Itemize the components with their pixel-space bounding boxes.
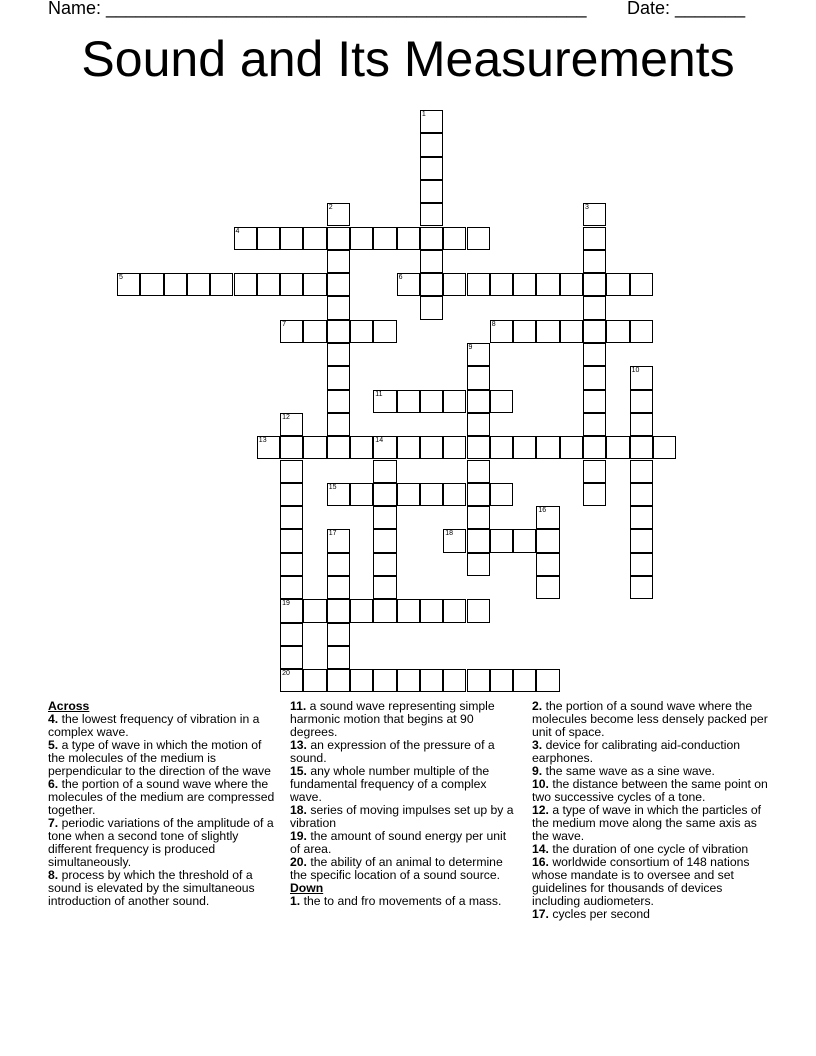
crossword-cell[interactable] — [257, 227, 280, 250]
crossword-cell[interactable] — [606, 436, 629, 459]
clues-column-3 — [532, 700, 768, 921]
crossword-cell[interactable] — [536, 436, 559, 459]
crossword-cell[interactable] — [630, 529, 653, 552]
crossword-cell[interactable] — [303, 599, 326, 622]
crossword-cell[interactable] — [280, 623, 303, 646]
cell-number: 10 — [631, 367, 640, 375]
crossword-cell[interactable] — [583, 343, 606, 366]
crossword-cell[interactable] — [327, 296, 350, 319]
across-heading: Across — [48, 699, 90, 713]
crossword-cell[interactable] — [327, 529, 350, 552]
crossword-cell[interactable] — [630, 576, 653, 599]
clue-down-17: 17. cycles per second — [532, 907, 650, 921]
clue-across-8: 8. process by which the threshold of a sound is elevated by the simultaneous introduction of another sound. — [48, 868, 255, 908]
crossword-cell[interactable] — [630, 483, 653, 506]
crossword-cell[interactable] — [583, 273, 606, 296]
crossword-cell[interactable] — [583, 413, 606, 436]
crossword-cell[interactable] — [583, 250, 606, 273]
crossword-cell[interactable] — [397, 436, 420, 459]
clue-across-15: 15. any whole number multiple of the fundamental frequency of a complex wave. — [290, 764, 490, 804]
crossword-cell[interactable] — [513, 273, 536, 296]
clue-down-9: 9. the same wave as a sine wave. — [532, 764, 715, 778]
clue-across-6: 6. the portion of a sound wave where the molecules of the medium are compressed together. — [48, 777, 275, 817]
date-field[interactable]: Date: _______ — [627, 0, 746, 18]
crossword-cell[interactable] — [490, 273, 513, 296]
crossword-cell[interactable] — [373, 506, 396, 529]
crossword-cell[interactable] — [583, 203, 606, 226]
crossword-cell[interactable] — [373, 460, 396, 483]
crossword-cell[interactable] — [490, 390, 513, 413]
crossword-cell[interactable] — [583, 460, 606, 483]
crossword-cell[interactable] — [467, 413, 490, 436]
crossword-cell[interactable] — [350, 227, 373, 250]
crossword-cell[interactable] — [303, 669, 326, 692]
cell-number: 4 — [235, 227, 240, 235]
cell-number: 18 — [445, 530, 453, 538]
crossword-cell[interactable] — [373, 576, 396, 599]
clue-down-1: 1. the to and fro movements of a mass. — [290, 894, 502, 908]
crossword-cell[interactable] — [373, 483, 396, 506]
crossword-cell[interactable] — [280, 646, 303, 669]
crossword-cell[interactable] — [467, 343, 490, 366]
crossword-cell[interactable] — [536, 576, 559, 599]
crossword-cell[interactable] — [280, 460, 303, 483]
crossword-cell[interactable] — [280, 529, 303, 552]
page-title: Sound and Its Measurements — [81, 31, 735, 87]
crossword-cell[interactable] — [630, 553, 653, 576]
cell-number: 11 — [375, 390, 383, 398]
cell-number: 20 — [282, 670, 290, 678]
clues-column-2 — [290, 700, 515, 908]
crossword-cell[interactable] — [327, 623, 350, 646]
crossword-cell[interactable] — [327, 669, 350, 692]
crossword-cell[interactable] — [327, 646, 350, 669]
crossword-cell[interactable] — [397, 599, 420, 622]
crossword-cell[interactable] — [443, 599, 466, 622]
crossword-cell[interactable] — [490, 529, 513, 552]
clue-across-20: 20. the ability of an animal to determine the specific location of a sound source. — [290, 855, 503, 882]
clue-down-3: 3. device for calibrating aid-conduction earphones. — [532, 738, 740, 765]
crossword-cell[interactable] — [490, 669, 513, 692]
crossword-cell[interactable] — [373, 320, 396, 343]
crossword-cell[interactable] — [653, 436, 676, 459]
crossword-cell[interactable] — [420, 110, 443, 133]
crossword-cell[interactable] — [630, 320, 653, 343]
cell-number: 9 — [468, 344, 473, 351]
crossword-cell[interactable] — [490, 436, 513, 459]
cell-number: 6 — [398, 274, 403, 282]
crossword-cell[interactable] — [397, 483, 420, 506]
cell-number: 8 — [491, 320, 496, 328]
crossword-cell[interactable] — [210, 273, 233, 296]
crossword-cell[interactable] — [350, 483, 373, 506]
crossword-cell[interactable] — [630, 506, 653, 529]
clue-down-12: 12. a type of wave in which the particles of the medium move along the same axis as the wave. — [532, 803, 761, 843]
crossword-cell[interactable] — [583, 320, 606, 343]
down-heading: Down — [290, 881, 324, 895]
crossword-cell[interactable] — [467, 273, 490, 296]
crossword-cell[interactable] — [536, 669, 559, 692]
crossword-cell[interactable] — [606, 273, 629, 296]
crossword-cell[interactable] — [327, 553, 350, 576]
crossword-cell[interactable] — [513, 669, 536, 692]
crossword-cell[interactable] — [467, 506, 490, 529]
clue-across-13: 13. an expression of the pressure of a sound. — [290, 738, 495, 765]
clue-down-2: 2. the portion of a sound wave where the molecules become less densely packed per unit of space. — [532, 699, 768, 739]
crossword-cell[interactable] — [420, 250, 443, 273]
crossword-cell[interactable] — [280, 669, 303, 692]
crossword-cell[interactable] — [397, 227, 420, 250]
crossword-cell[interactable] — [467, 366, 490, 389]
crossword-cell[interactable] — [443, 529, 466, 552]
clue-across-18: 18. series of moving impulses set up by a vibration — [290, 803, 514, 830]
crossword-cell[interactable] — [280, 320, 303, 343]
clue-down-16: 16. worldwide consortium of 148 nations whose mandate is to oversee and set guidelines for thousands of devices including audiometers. — [532, 855, 750, 908]
crossword-cell[interactable] — [350, 436, 373, 459]
crossword-cell[interactable] — [536, 553, 559, 576]
crossword-cell[interactable] — [327, 413, 350, 436]
crossword-cell[interactable] — [327, 343, 350, 366]
crossword-cell[interactable] — [490, 483, 513, 506]
crossword-cell[interactable] — [560, 436, 583, 459]
crossword-cell[interactable] — [630, 460, 653, 483]
crossword-cell[interactable] — [583, 483, 606, 506]
crossword-cell[interactable] — [467, 390, 490, 413]
crossword-cell[interactable] — [280, 227, 303, 250]
crossword-cell[interactable] — [373, 529, 396, 552]
crossword-cell[interactable] — [373, 669, 396, 692]
crossword-cell[interactable] — [350, 320, 373, 343]
crossword-cell[interactable] — [467, 436, 490, 459]
crossword-cell[interactable] — [373, 553, 396, 576]
cell-number: 16 — [538, 507, 547, 515]
crossword-cell[interactable] — [397, 273, 420, 296]
crossword-cell[interactable] — [234, 273, 257, 296]
crossword-cell[interactable] — [327, 483, 350, 506]
crossword-cell[interactable] — [536, 529, 559, 552]
crossword-cell[interactable] — [443, 227, 466, 250]
crossword-cell[interactable] — [420, 669, 443, 692]
crossword-cell[interactable] — [117, 273, 140, 296]
cell-number: 17 — [328, 530, 337, 538]
clue-across-4: 4. the lowest frequency of vibration in a complex wave. — [48, 712, 260, 739]
crossword-cell[interactable] — [303, 320, 326, 343]
crossword-cell[interactable] — [443, 390, 466, 413]
clue-down-10: 10. the distance between the same point on two successive cycles of a tone. — [532, 777, 768, 804]
clue-across-7: 7. periodic variations of the amplitude of a tone when a second tone of slightly different frequency is produced simultaneously. — [48, 816, 274, 869]
crossword-cell[interactable] — [397, 390, 420, 413]
crossword-cell[interactable] — [443, 273, 466, 296]
crossword-cell[interactable] — [536, 320, 559, 343]
crossword-cell[interactable] — [327, 366, 350, 389]
crossword-cell[interactable] — [327, 227, 350, 250]
crossword-cell[interactable] — [257, 436, 280, 459]
crossword-cell[interactable] — [280, 553, 303, 576]
crossword-cell[interactable] — [350, 669, 373, 692]
crossword-cell[interactable] — [420, 273, 443, 296]
crossword-cell[interactable] — [327, 599, 350, 622]
cell-number: 13 — [258, 437, 267, 445]
cell-number: 14 — [375, 437, 384, 445]
crossword-cell[interactable] — [327, 250, 350, 273]
crossword-cell[interactable] — [490, 320, 513, 343]
crossword-cell[interactable] — [420, 296, 443, 319]
crossword-cell[interactable] — [630, 273, 653, 296]
crossword-cell[interactable] — [373, 227, 396, 250]
cell-number: 12 — [282, 413, 290, 421]
crossword-cell[interactable] — [467, 227, 490, 250]
cell-number: 15 — [328, 483, 337, 491]
crossword-cell[interactable] — [234, 227, 257, 250]
crossword-cell[interactable] — [327, 320, 350, 343]
crossword-cell[interactable] — [373, 390, 396, 413]
crossword-cell[interactable] — [420, 203, 443, 226]
crossword-cell[interactable] — [513, 529, 536, 552]
crossword-cell[interactable] — [280, 599, 303, 622]
crossword-cell[interactable] — [583, 390, 606, 413]
crossword-cell[interactable] — [327, 436, 350, 459]
crossword-cell[interactable] — [280, 413, 303, 436]
crossword-cell[interactable] — [513, 320, 536, 343]
crossword-cell[interactable] — [373, 599, 396, 622]
name-field[interactable]: Name: ________________________________________________ — [48, 0, 587, 18]
cell-number: 7 — [282, 320, 286, 328]
crossword-cell[interactable] — [303, 227, 326, 250]
crossword-cell[interactable] — [280, 436, 303, 459]
crossword-cell[interactable] — [536, 506, 559, 529]
cell-number: 5 — [119, 274, 123, 282]
crossword-cell[interactable] — [467, 529, 490, 552]
crossword-cell[interactable] — [350, 599, 373, 622]
crossword-cell[interactable] — [467, 553, 490, 576]
crossword-cell[interactable] — [443, 436, 466, 459]
cell-number: 2 — [328, 204, 333, 212]
crossword-cell[interactable] — [420, 436, 443, 459]
crossword-cell[interactable] — [373, 436, 396, 459]
crossword-cell[interactable] — [583, 296, 606, 319]
crossword-cell[interactable] — [187, 273, 210, 296]
crossword-cell[interactable] — [443, 669, 466, 692]
crossword-cell[interactable] — [583, 436, 606, 459]
crossword-cell[interactable] — [280, 576, 303, 599]
crossword-cell[interactable] — [420, 157, 443, 180]
crossword-cell[interactable] — [467, 460, 490, 483]
crossword-cell[interactable] — [164, 273, 187, 296]
crossword-cell[interactable] — [257, 273, 280, 296]
crossword-cell[interactable] — [606, 320, 629, 343]
crossword-cell[interactable] — [420, 180, 443, 203]
crossword-cell[interactable] — [560, 273, 583, 296]
crossword-cell[interactable] — [467, 599, 490, 622]
crossword-cell[interactable] — [536, 273, 559, 296]
crossword-cell[interactable] — [420, 599, 443, 622]
crossword-cell[interactable] — [560, 320, 583, 343]
crossword-cell[interactable] — [420, 483, 443, 506]
cell-number: 19 — [282, 600, 290, 608]
crossword-cell[interactable] — [443, 483, 466, 506]
clue-across-11: 11. a sound wave representing simple harmonic motion that begins at 90 degrees. — [290, 699, 495, 739]
clues-column-1 — [48, 700, 280, 908]
crossword-cell[interactable] — [630, 413, 653, 436]
crossword-cell[interactable] — [327, 390, 350, 413]
crossword-cell[interactable] — [327, 203, 350, 226]
clue-across-5: 5. a type of wave in which the motion of the molecules of the medium is perpendicular to the direction of the wave — [48, 738, 271, 778]
crossword-cell[interactable] — [280, 506, 303, 529]
crossword-cell[interactable] — [513, 436, 536, 459]
crossword-cell[interactable] — [630, 390, 653, 413]
crossword-cell[interactable] — [420, 227, 443, 250]
crossword-cell[interactable] — [397, 669, 420, 692]
crossword-cell[interactable] — [420, 133, 443, 156]
crossword-cell[interactable] — [280, 273, 303, 296]
crossword-cell[interactable] — [583, 366, 606, 389]
crossword-cell[interactable] — [583, 227, 606, 250]
crossword-cell[interactable] — [303, 273, 326, 296]
crossword-cell[interactable] — [467, 669, 490, 692]
clue-down-14: 14. the duration of one cycle of vibration — [532, 842, 749, 856]
clue-across-19: 19. the amount of sound energy per unit of area. — [290, 829, 507, 856]
crossword-cell[interactable] — [420, 390, 443, 413]
crossword-cell[interactable] — [467, 483, 490, 506]
crossword-cell[interactable] — [630, 366, 653, 389]
crossword-cell[interactable] — [327, 576, 350, 599]
crossword-cell[interactable] — [140, 273, 163, 296]
crossword-cell[interactable] — [280, 483, 303, 506]
crossword-cell[interactable] — [303, 436, 326, 459]
crossword-cell[interactable] — [327, 273, 350, 296]
crossword-cell[interactable] — [630, 436, 653, 459]
cell-number: 1 — [421, 111, 426, 118]
cell-number: 3 — [585, 204, 589, 212]
